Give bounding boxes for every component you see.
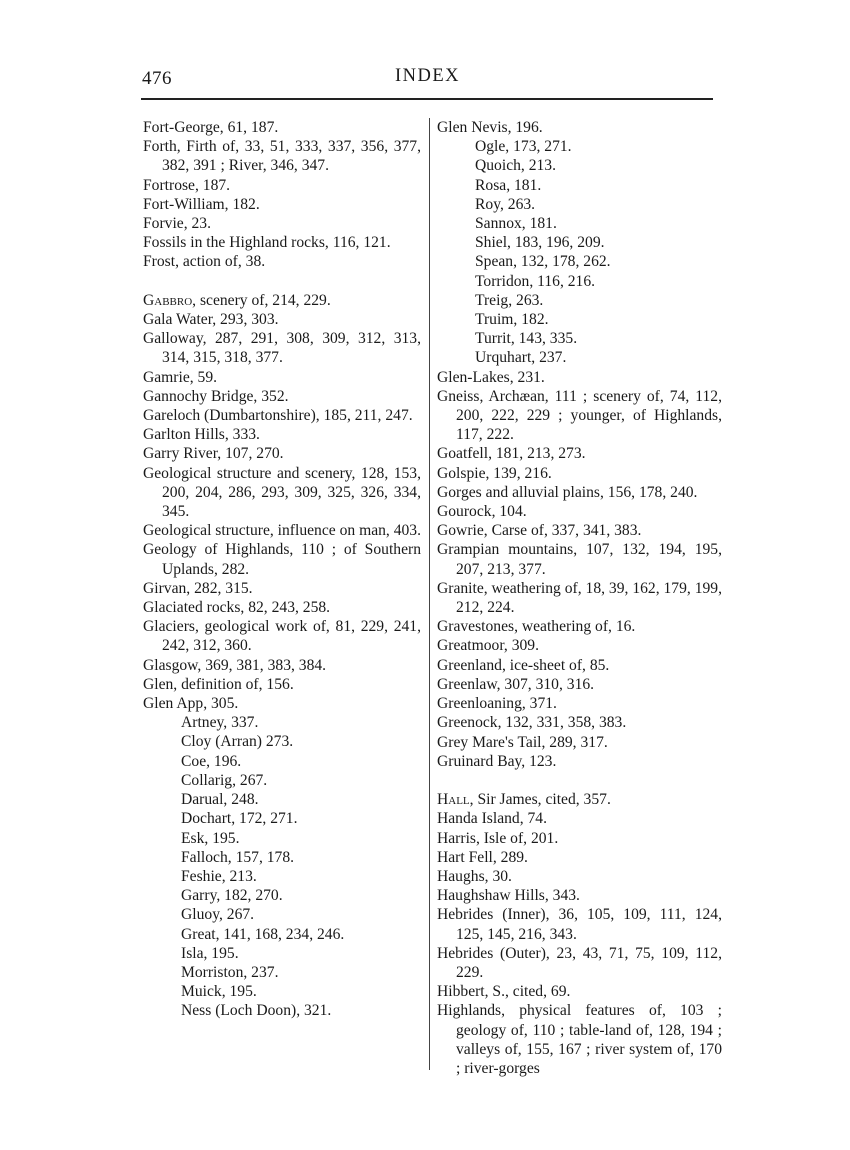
section-gap [437, 771, 722, 790]
index-subentry: Isla, 195. [181, 944, 239, 962]
index-entry: Fossils in the Highland rocks, 116, 121. [143, 234, 391, 252]
section-gap [143, 272, 421, 291]
index-entry: Grey Mare's Tail, 289, 317. [437, 733, 608, 751]
index-entry: Garlton Hills, 333. [143, 426, 260, 444]
index-entry: Gneiss, Archæan, 111 ; scenery of, 74, 112, 200, 222, 229 ; younger, of Highlands, 117, 222. [437, 387, 722, 444]
index-entry: Frost, action of, 38. [143, 253, 266, 271]
page-number: 476 [142, 68, 172, 89]
index-subentry: Urquhart, 237. [475, 349, 567, 367]
index-entry: Gruinard Bay, 123. [437, 752, 557, 770]
index-subentry: Esk, 195. [181, 829, 240, 847]
index-entry: Gala Water, 293, 303. [143, 311, 279, 329]
index-entry: Forth, Firth of, 33, 51, 333, 337, 356, 377, 382, 391 ; River, 346, 347. [143, 138, 421, 175]
index-subentry: Morriston, 237. [181, 963, 279, 981]
index-entry: Forvie, 23. [143, 215, 212, 233]
index-entry: Haughs, 30. [437, 867, 512, 885]
index-subentry: Cloy (Arran) 273. [181, 733, 294, 751]
index-subentry: Dochart, 172, 271. [181, 810, 298, 828]
index-entry: Gravestones, weathering of, 16. [437, 618, 636, 636]
index-entry: Greatmoor, 309. [437, 637, 540, 655]
index-subentry: Artney, 337. [181, 714, 259, 732]
index-entry: Glen App, 305. [143, 695, 239, 713]
index-entry: Granite, weathering of, 18, 39, 162, 179, 199, 212, 224. [437, 579, 722, 617]
section-lead-word: Gabbro, [143, 291, 197, 309]
index-entry: Hibbert, S., cited, 69. [437, 983, 571, 1001]
index-entry: Geological structure and scenery, 128, 153, 200, 204, 286, 293, 309, 325, 326, 334, 345. [143, 464, 421, 521]
index-entry [437, 790, 722, 809]
index-entry: Fortrose, 187. [143, 176, 231, 194]
index-subentry: Turrit, 143, 335. [475, 330, 578, 348]
running-head-title: INDEX [395, 66, 461, 86]
column-divider [429, 118, 430, 1070]
index-entry [143, 291, 421, 310]
index-subentry: Darual, 248. [181, 791, 259, 809]
index-subentry: Torridon, 116, 216. [475, 272, 596, 290]
entry-text: Sir James, cited, 357. [477, 791, 611, 809]
index-subentry: Shiel, 183, 196, 209. [475, 234, 605, 252]
index-entry: Glen, definition of, 156. [143, 675, 294, 693]
index-entry: Gowrie, Carse of, 337, 341, 383. [437, 522, 642, 540]
index-subentry: Great, 141, 168, 234, 246. [181, 925, 345, 943]
section-lead-word: Hall, [437, 791, 474, 809]
index-entry: Grampian mountains, 107, 132, 194, 195, 207, 213, 377. [437, 541, 722, 578]
index-entry: Harris, Isle of, 201. [437, 829, 559, 847]
index-entry: Hebrides (Inner), 36, 105, 109, 111, 124, 125, 145, 216, 343. [437, 906, 722, 943]
index-subentry: Muick, 195. [181, 983, 257, 1001]
entry-text: scenery of, 214, 229. [199, 291, 331, 309]
index-entry: Gorges and alluvial plains, 156, 178, 240. [437, 483, 698, 501]
index-entry: Fort-George, 61, 187. [143, 119, 279, 136]
index-entry: Hart Fell, 289. [437, 848, 528, 866]
index-subentry: Truim, 182. [475, 311, 549, 329]
index-entry: Highlands, physical features of, 103 ; geology of, 110 ; table-land of, 128, 194 ; valleys of, 155, 167 ; river system of, 170 ; river-gorges [437, 1002, 722, 1077]
index-subentry: Treig, 263. [475, 291, 544, 309]
index-column-right [437, 118, 722, 1078]
index-entry: Glasgow, 369, 381, 383, 384. [143, 656, 327, 674]
index-subentry: Gluoy, 267. [181, 906, 255, 924]
index-entry: Goatfell, 181, 213, 273. [437, 445, 586, 463]
index-entry: Greenloaning, 371. [437, 695, 557, 713]
index-subentry: Ogle, 173, 271. [475, 138, 572, 156]
index-entry: Garry River, 107, 270. [143, 445, 284, 463]
index-entry: Greenlaw, 307, 310, 316. [437, 675, 595, 693]
index-entry: Gourock, 104. [437, 503, 527, 521]
index-subentry: Roy, 263. [475, 195, 536, 213]
index-entry: Gareloch (Dumbartonshire), 185, 211, 247. [143, 407, 413, 425]
index-subentry: Garry, 182, 270. [181, 887, 283, 905]
index-subentry: Collarig, 267. [181, 771, 268, 789]
header-rule [141, 98, 713, 100]
index-entry: Glaciated rocks, 82, 243, 258. [143, 599, 331, 617]
index-subentry: Sannox, 181. [475, 215, 557, 233]
index-entry: Glen-Lakes, 231. [437, 368, 545, 386]
index-subentry: Ness (Loch Doon), 321. [181, 1002, 332, 1020]
index-entry: Handa Island, 74. [437, 810, 547, 828]
index-subentry: Rosa, 181. [475, 176, 542, 194]
index-entry: Hebrides (Outer), 23, 43, 71, 75, 109, 112, 229. [437, 944, 722, 981]
index-column-left [143, 118, 421, 1021]
index-entry: Girvan, 282, 315. [143, 579, 253, 597]
index-entry: Glaciers, geological work of, 81, 229, 241, 242, 312, 360. [143, 618, 421, 655]
index-entry: Greenland, ice-sheet of, 85. [437, 656, 610, 674]
index-subentry: Spean, 132, 178, 262. [475, 253, 611, 271]
index-entry: Golspie, 139, 216. [437, 464, 552, 482]
index-entry: Gamrie, 59. [143, 368, 218, 386]
index-entry: Fort-William, 182. [143, 195, 260, 213]
index-entry: Haughshaw Hills, 343. [437, 887, 580, 905]
index-entry: Galloway, 287, 291, 308, 309, 312, 313, 314, 315, 318, 377. [143, 330, 421, 367]
index-subentry: Quoich, 213. [475, 157, 556, 175]
index-entry: Greenock, 132, 331, 358, 383. [437, 714, 627, 732]
index-entry: Glen Nevis, 196. [437, 119, 543, 136]
index-subentry: Falloch, 157, 178. [181, 848, 295, 866]
index-subentry: Feshie, 213. [181, 867, 257, 885]
index-entry: Geology of Highlands, 110 ; of Southern Uplands, 282. [143, 541, 421, 578]
index-subentry: Coe, 196. [181, 752, 242, 770]
index-entry: Geological structure, influence on man, 403. [143, 522, 421, 540]
index-entry: Gannochy Bridge, 352. [143, 387, 289, 405]
